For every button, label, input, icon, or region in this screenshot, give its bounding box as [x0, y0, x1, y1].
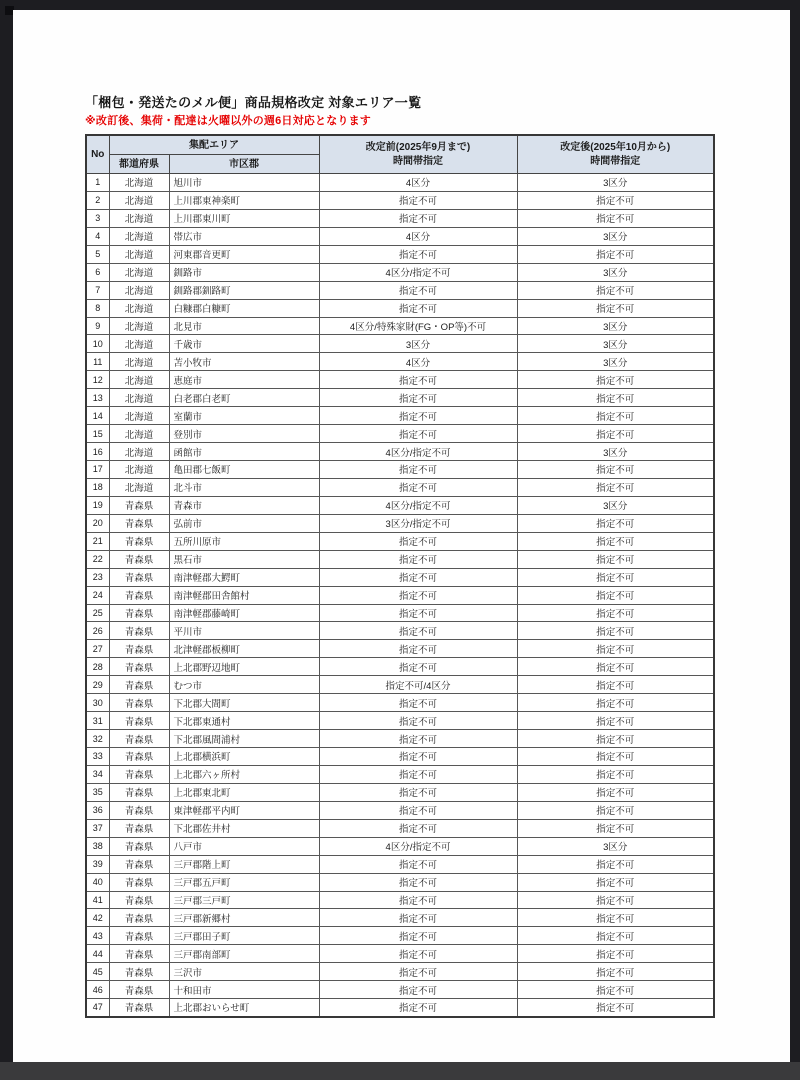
header-after-line2: 時間帯指定	[590, 155, 641, 167]
city-cell: 南津軽郡田舎館村	[169, 586, 319, 604]
row-no: 21	[86, 532, 109, 550]
row-no: 45	[86, 963, 109, 981]
city-cell: 黒石市	[169, 550, 319, 568]
city-cell: 函館市	[169, 443, 319, 461]
prefecture-cell: 青森県	[109, 694, 169, 712]
prefecture-cell: 青森県	[109, 801, 169, 819]
row-no: 7	[86, 281, 109, 299]
city-cell: 上北郡横浜町	[169, 748, 319, 766]
prefecture-cell: 北海道	[109, 299, 169, 317]
row-no: 44	[86, 945, 109, 963]
row-no: 23	[86, 568, 109, 586]
after-revision-cell: 指定不可	[517, 927, 714, 945]
header-prefecture: 都道府県	[109, 155, 169, 174]
table-row	[86, 694, 714, 712]
city-cell: 三戸郡南部町	[169, 945, 319, 963]
row-no: 2	[86, 191, 109, 209]
after-revision-cell: 指定不可	[517, 281, 714, 299]
header-after-revision	[517, 135, 714, 174]
city-cell: 上北郡東北町	[169, 783, 319, 801]
prefecture-cell: 青森県	[109, 765, 169, 783]
prefecture-cell: 青森県	[109, 999, 169, 1017]
before-revision-cell: 4区分/指定不可	[319, 496, 517, 514]
prefecture-cell: 青森県	[109, 819, 169, 837]
row-no: 8	[86, 299, 109, 317]
prefecture-cell: 北海道	[109, 174, 169, 192]
before-revision-cell: 指定不可	[319, 389, 517, 407]
city-cell: 河東郡音更町	[169, 245, 319, 263]
table-row	[86, 496, 714, 514]
row-no: 15	[86, 425, 109, 443]
before-revision-cell: 3区分/指定不可	[319, 514, 517, 532]
before-revision-cell: 指定不可	[319, 999, 517, 1017]
row-no: 22	[86, 550, 109, 568]
after-revision-cell: 指定不可	[517, 407, 714, 425]
after-revision-cell: 指定不可	[517, 622, 714, 640]
table-row	[86, 855, 714, 873]
prefecture-cell: 北海道	[109, 281, 169, 299]
table-row	[86, 891, 714, 909]
city-cell: 三戸郡田子町	[169, 927, 319, 945]
prefecture-cell: 青森県	[109, 855, 169, 873]
area-list-table	[85, 134, 715, 1018]
city-cell: 下北郡大間町	[169, 694, 319, 712]
prefecture-cell: 青森県	[109, 496, 169, 514]
row-no: 30	[86, 694, 109, 712]
prefecture-cell: 北海道	[109, 353, 169, 371]
before-revision-cell: 指定不可	[319, 550, 517, 568]
prefecture-cell: 青森県	[109, 676, 169, 694]
city-cell: 登別市	[169, 425, 319, 443]
after-revision-cell: 指定不可	[517, 586, 714, 604]
before-revision-cell: 指定不可	[319, 927, 517, 945]
header-after-line1: 改定後(2025年10月から)	[560, 142, 671, 153]
row-no: 1	[86, 174, 109, 192]
before-revision-cell: 指定不可	[319, 586, 517, 604]
row-no: 43	[86, 927, 109, 945]
prefecture-cell: 青森県	[109, 837, 169, 855]
table-row	[86, 227, 714, 245]
row-no: 16	[86, 443, 109, 461]
row-no: 19	[86, 496, 109, 514]
table-row	[86, 712, 714, 730]
city-cell: 帯広市	[169, 227, 319, 245]
city-cell: 上北郡六ヶ所村	[169, 765, 319, 783]
city-cell: 五所川原市	[169, 532, 319, 550]
before-revision-cell: 3区分	[319, 335, 517, 353]
before-revision-cell: 指定不可	[319, 765, 517, 783]
prefecture-cell: 青森県	[109, 514, 169, 532]
before-revision-cell: 指定不可	[319, 209, 517, 227]
after-revision-cell: 3区分	[517, 353, 714, 371]
city-cell: 北見市	[169, 317, 319, 335]
row-no: 37	[86, 819, 109, 837]
row-no: 32	[86, 730, 109, 748]
after-revision-cell: 3区分	[517, 227, 714, 245]
after-revision-cell: 指定不可	[517, 604, 714, 622]
prefecture-cell: 北海道	[109, 245, 169, 263]
row-no: 33	[86, 748, 109, 766]
prefecture-cell: 青森県	[109, 909, 169, 927]
table-row	[86, 407, 714, 425]
row-no: 34	[86, 765, 109, 783]
row-no: 47	[86, 999, 109, 1017]
header-city: 市区郡	[169, 155, 319, 174]
table-row	[86, 945, 714, 963]
table-row	[86, 765, 714, 783]
city-cell: 亀田郡七飯町	[169, 461, 319, 479]
before-revision-cell: 指定不可	[319, 963, 517, 981]
before-revision-cell: 指定不可	[319, 945, 517, 963]
after-revision-cell: 指定不可	[517, 909, 714, 927]
before-revision-cell: 指定不可	[319, 891, 517, 909]
table-row	[86, 335, 714, 353]
before-revision-cell: 指定不可	[319, 748, 517, 766]
before-revision-cell: 指定不可	[319, 245, 517, 263]
city-cell: 南津軽郡大鰐町	[169, 568, 319, 586]
revision-note: ※改訂後、集荷・配達は火曜以外の週6日対応となります	[85, 115, 372, 127]
before-revision-cell: 指定不可	[319, 281, 517, 299]
table-row	[86, 389, 714, 407]
row-no: 6	[86, 263, 109, 281]
prefecture-cell: 青森県	[109, 568, 169, 586]
city-cell: 十和田市	[169, 981, 319, 999]
header-before-revision	[319, 135, 517, 174]
prefecture-cell: 青森県	[109, 604, 169, 622]
before-revision-cell: 指定不可	[319, 819, 517, 837]
row-no: 35	[86, 783, 109, 801]
after-revision-cell: 指定不可	[517, 873, 714, 891]
after-revision-cell: 3区分	[517, 443, 714, 461]
table-row	[86, 604, 714, 622]
before-revision-cell: 指定不可	[319, 425, 517, 443]
row-no: 10	[86, 335, 109, 353]
city-cell: 千歳市	[169, 335, 319, 353]
prefecture-cell: 青森県	[109, 658, 169, 676]
table-row	[86, 353, 714, 371]
row-no: 40	[86, 873, 109, 891]
after-revision-cell: 指定不可	[517, 532, 714, 550]
header-before-line2: 時間帯指定	[393, 155, 443, 167]
row-no: 31	[86, 712, 109, 730]
after-revision-cell: 指定不可	[517, 748, 714, 766]
prefecture-cell: 北海道	[109, 191, 169, 209]
before-revision-cell: 指定不可	[319, 622, 517, 640]
before-revision-cell: 指定不可	[319, 568, 517, 586]
before-revision-cell: 指定不可	[319, 604, 517, 622]
after-revision-cell: 指定不可	[517, 371, 714, 389]
before-revision-cell: 指定不可	[319, 640, 517, 658]
prefecture-cell: 北海道	[109, 335, 169, 353]
table-row	[86, 783, 714, 801]
after-revision-cell: 指定不可	[517, 478, 714, 496]
after-revision-cell: 指定不可	[517, 676, 714, 694]
city-cell: 三戸郡階上町	[169, 855, 319, 873]
row-no: 9	[86, 317, 109, 335]
after-revision-cell: 指定不可	[517, 999, 714, 1017]
prefecture-cell: 北海道	[109, 478, 169, 496]
city-cell: むつ市	[169, 676, 319, 694]
prefecture-cell: 北海道	[109, 425, 169, 443]
after-revision-cell: 指定不可	[517, 981, 714, 999]
city-cell: 北斗市	[169, 478, 319, 496]
table-body	[86, 174, 714, 1017]
row-no: 5	[86, 245, 109, 263]
after-revision-cell: 指定不可	[517, 461, 714, 479]
row-no: 42	[86, 909, 109, 927]
table-row	[86, 299, 714, 317]
table-row	[86, 478, 714, 496]
prefecture-cell: 青森県	[109, 532, 169, 550]
table-row	[86, 640, 714, 658]
document-title: 「梱包・発送たのメル便」商品規格改定 対象エリア一覧	[85, 95, 422, 110]
row-no: 41	[86, 891, 109, 909]
before-revision-cell: 指定不可	[319, 299, 517, 317]
table-row	[86, 425, 714, 443]
before-revision-cell: 指定不可	[319, 478, 517, 496]
city-cell: 三沢市	[169, 963, 319, 981]
city-cell: 下北郡東通村	[169, 712, 319, 730]
table-row	[86, 568, 714, 586]
city-cell: 室蘭市	[169, 407, 319, 425]
city-cell: 弘前市	[169, 514, 319, 532]
table-row	[86, 927, 714, 945]
after-revision-cell: 3区分	[517, 263, 714, 281]
prefecture-cell: 北海道	[109, 389, 169, 407]
prefecture-cell: 青森県	[109, 550, 169, 568]
before-revision-cell: 4区分	[319, 353, 517, 371]
before-revision-cell: 指定不可	[319, 712, 517, 730]
prefecture-cell: 青森県	[109, 945, 169, 963]
before-revision-cell: 指定不可	[319, 801, 517, 819]
before-revision-cell: 4区分/指定不可	[319, 443, 517, 461]
row-no: 38	[86, 837, 109, 855]
city-cell: 東津軽郡平内町	[169, 801, 319, 819]
after-revision-cell: 指定不可	[517, 855, 714, 873]
before-revision-cell: 指定不可/4区分	[319, 676, 517, 694]
prefecture-cell: 北海道	[109, 407, 169, 425]
table-row	[86, 963, 714, 981]
bottom-strip	[0, 1062, 800, 1080]
row-no: 3	[86, 209, 109, 227]
prefecture-cell: 北海道	[109, 209, 169, 227]
city-cell: 上川郡東神楽町	[169, 191, 319, 209]
after-revision-cell: 指定不可	[517, 191, 714, 209]
after-revision-cell: 3区分	[517, 496, 714, 514]
after-revision-cell: 指定不可	[517, 945, 714, 963]
row-no: 17	[86, 461, 109, 479]
after-revision-cell: 3区分	[517, 317, 714, 335]
prefecture-cell: 青森県	[109, 730, 169, 748]
before-revision-cell: 指定不可	[319, 873, 517, 891]
prefecture-cell: 青森県	[109, 891, 169, 909]
prefecture-cell: 青森県	[109, 622, 169, 640]
before-revision-cell: 指定不可	[319, 730, 517, 748]
row-no: 4	[86, 227, 109, 245]
prefecture-cell: 北海道	[109, 227, 169, 245]
prefecture-cell: 青森県	[109, 748, 169, 766]
table-row	[86, 981, 714, 999]
table-header	[86, 135, 714, 174]
table-row	[86, 550, 714, 568]
city-cell: 釧路郡釧路町	[169, 281, 319, 299]
table-row	[86, 281, 714, 299]
after-revision-cell: 指定不可	[517, 640, 714, 658]
city-cell: 上北郡おいらせ町	[169, 999, 319, 1017]
after-revision-cell: 指定不可	[517, 514, 714, 532]
city-cell: 白糠郡白糠町	[169, 299, 319, 317]
before-revision-cell: 指定不可	[319, 694, 517, 712]
before-revision-cell: 指定不可	[319, 371, 517, 389]
city-cell: 旭川市	[169, 174, 319, 192]
table-row	[86, 622, 714, 640]
row-no: 24	[86, 586, 109, 604]
prefecture-cell: 北海道	[109, 443, 169, 461]
row-no: 20	[86, 514, 109, 532]
before-revision-cell: 指定不可	[319, 855, 517, 873]
prefecture-cell: 青森県	[109, 783, 169, 801]
table-row	[86, 317, 714, 335]
header-before-line1: 改定前(2025年9月まで)	[365, 142, 471, 153]
after-revision-cell: 指定不可	[517, 694, 714, 712]
prefecture-cell: 北海道	[109, 263, 169, 281]
after-revision-cell: 指定不可	[517, 801, 714, 819]
row-no: 27	[86, 640, 109, 658]
before-revision-cell: 指定不可	[319, 532, 517, 550]
row-no: 18	[86, 478, 109, 496]
table-row	[86, 371, 714, 389]
table-row	[86, 837, 714, 855]
city-cell: 三戸郡三戸町	[169, 891, 319, 909]
table-row	[86, 748, 714, 766]
after-revision-cell: 指定不可	[517, 550, 714, 568]
table-row	[86, 819, 714, 837]
row-no: 11	[86, 353, 109, 371]
row-no: 26	[86, 622, 109, 640]
before-revision-cell: 4区分	[319, 174, 517, 192]
table-row	[86, 801, 714, 819]
table-row	[86, 658, 714, 676]
city-cell: 下北郡風間浦村	[169, 730, 319, 748]
row-no: 13	[86, 389, 109, 407]
city-cell: 白老郡白老町	[169, 389, 319, 407]
row-no: 46	[86, 981, 109, 999]
header-no: No	[86, 135, 109, 174]
after-revision-cell: 指定不可	[517, 712, 714, 730]
after-revision-cell: 指定不可	[517, 568, 714, 586]
before-revision-cell: 指定不可	[319, 658, 517, 676]
table-row	[86, 461, 714, 479]
city-cell: 三戸郡五戸町	[169, 873, 319, 891]
city-cell: 青森市	[169, 496, 319, 514]
prefecture-cell: 青森県	[109, 873, 169, 891]
prefecture-cell: 青森県	[109, 927, 169, 945]
table-row	[86, 873, 714, 891]
table-row	[86, 676, 714, 694]
city-cell: 下北郡佐井村	[169, 819, 319, 837]
row-no: 29	[86, 676, 109, 694]
table-row	[86, 532, 714, 550]
city-cell: 釧路市	[169, 263, 319, 281]
after-revision-cell: 3区分	[517, 335, 714, 353]
table-row	[86, 443, 714, 461]
table-row	[86, 999, 714, 1017]
after-revision-cell: 3区分	[517, 837, 714, 855]
before-revision-cell: 4区分	[319, 227, 517, 245]
document-page	[13, 10, 790, 1062]
table-row	[86, 586, 714, 604]
before-revision-cell: 指定不可	[319, 461, 517, 479]
prefecture-cell: 青森県	[109, 963, 169, 981]
table-row	[86, 514, 714, 532]
prefecture-cell: 青森県	[109, 586, 169, 604]
before-revision-cell: 指定不可	[319, 909, 517, 927]
before-revision-cell: 指定不可	[319, 191, 517, 209]
row-no: 25	[86, 604, 109, 622]
prefecture-cell: 青森県	[109, 981, 169, 999]
prefecture-cell: 青森県	[109, 640, 169, 658]
table-row	[86, 209, 714, 227]
after-revision-cell: 指定不可	[517, 963, 714, 981]
row-no: 28	[86, 658, 109, 676]
before-revision-cell: 指定不可	[319, 407, 517, 425]
after-revision-cell: 指定不可	[517, 730, 714, 748]
prefecture-cell: 北海道	[109, 317, 169, 335]
before-revision-cell: 4区分/指定不可	[319, 263, 517, 281]
before-revision-cell: 指定不可	[319, 783, 517, 801]
after-revision-cell: 指定不可	[517, 245, 714, 263]
prefecture-cell: 青森県	[109, 712, 169, 730]
city-cell: 上北郡野辺地町	[169, 658, 319, 676]
prefecture-cell: 北海道	[109, 371, 169, 389]
table-row	[86, 245, 714, 263]
before-revision-cell: 4区分/特殊家財(FG・OP等)不可	[319, 317, 517, 335]
city-cell: 北津軽郡板柳町	[169, 640, 319, 658]
row-no: 39	[86, 855, 109, 873]
after-revision-cell: 指定不可	[517, 783, 714, 801]
before-revision-cell: 4区分/指定不可	[319, 837, 517, 855]
row-no: 36	[86, 801, 109, 819]
table-row	[86, 191, 714, 209]
after-revision-cell: 指定不可	[517, 299, 714, 317]
after-revision-cell: 指定不可	[517, 389, 714, 407]
table-row	[86, 909, 714, 927]
row-no: 12	[86, 371, 109, 389]
after-revision-cell: 指定不可	[517, 209, 714, 227]
city-cell: 苫小牧市	[169, 353, 319, 371]
prefecture-cell: 北海道	[109, 461, 169, 479]
table-row	[86, 174, 714, 192]
row-no: 14	[86, 407, 109, 425]
city-cell: 八戸市	[169, 837, 319, 855]
table-row	[86, 730, 714, 748]
after-revision-cell: 指定不可	[517, 765, 714, 783]
after-revision-cell: 指定不可	[517, 819, 714, 837]
after-revision-cell: 3区分	[517, 174, 714, 192]
after-revision-cell: 指定不可	[517, 425, 714, 443]
after-revision-cell: 指定不可	[517, 658, 714, 676]
before-revision-cell: 指定不可	[319, 981, 517, 999]
city-cell: 三戸郡新郷村	[169, 909, 319, 927]
city-cell: 恵庭市	[169, 371, 319, 389]
table-row	[86, 263, 714, 281]
city-cell: 平川市	[169, 622, 319, 640]
after-revision-cell: 指定不可	[517, 891, 714, 909]
city-cell: 上川郡東川町	[169, 209, 319, 227]
header-area-group: 集配エリア	[109, 135, 319, 155]
city-cell: 南津軽郡藤崎町	[169, 604, 319, 622]
